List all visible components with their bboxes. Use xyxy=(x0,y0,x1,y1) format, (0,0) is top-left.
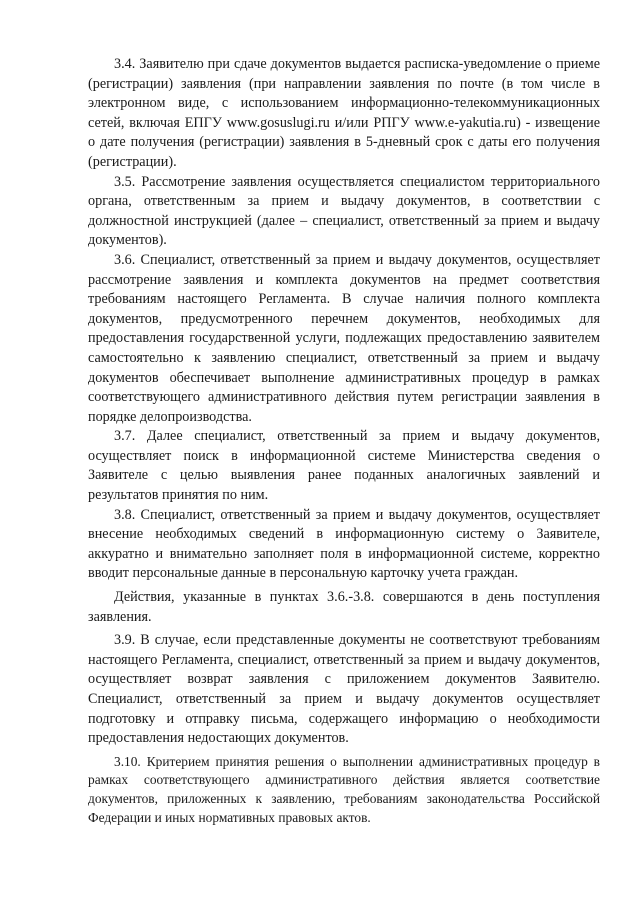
paragraph-3-9: 3.9. В случае, если представленные документы не соответствуют требованиям настоящего Регламента, специалист, ответственный за прием и выдачу документов, осуществляет возврат заявления с приложением документов Заявителю. Специалист, ответственный за прием и выдачу документов осуществляет подготовку и отправку письма, содержащего информацию о необходимости предоставления недостающих документов. xyxy=(88,632,600,747)
paragraph-3-10: 3.10. Критерием принятия решения о выполнении административных процедур в рамках соответствующего административного действия является соответствие документов, приложенных к заявлению, требованиям законодательства Российской Федерации и иных нормативных правовых актов. xyxy=(88,753,600,825)
paragraph-3-4: 3.4. Заявителю при сдаче документов выдается расписка-уведомление о приеме (регистрации) заявления (при направлении заявления по почте (в том числе в электронном виде, с использованием информационно-телекоммуникационных сетей, включая ЕПГУ www.gosuslugi.ru и/или РПГУ www.e-yakutia.ru) - извещение о дате получения (регистрации) заявления в 5-дневный срок с даты его получения (регистрации). xyxy=(88,56,600,170)
paragraph-3-7: 3.7. Далее специалист, ответственный за прием и выдачу документов, осуществляет поиск в информационной системе Министерства сведения о Заявителе с целью выявления ранее поданных аналогичных заявлений и результатов принятия по ним. xyxy=(88,428,600,504)
paragraph-3-6: 3.6. Специалист, ответственный за прием и выдачу документов, осуществляет рассмотрение заявления и комплекта документов на предмет соответствия требованиям настоящего Регламента. В случае наличия полного комплекта документов, предусмотренного перечнем документов, необходимых для предоставления государственной услуги, подлежащих предоставлению заявителем самостоятельно к заявлению специалист, ответственный за прием и выдачу документов обеспечивает выполнение административных процедур в рамках соответствующего административного действия путем регистрации заявления в порядке делопроизводства. xyxy=(88,251,600,425)
paragraph-3-8: 3.8. Специалист, ответственный за прием и выдачу документов, осуществляет внесение необходимых сведений в информационную систему о Заявителе, аккуратно и внимательно заполняет поля в информационной системе, корректно вводит персональные данные в персональную карточку учета граждан. xyxy=(88,506,600,582)
paragraph-actions-note: Действия, указанные в пунктах 3.6.-3.8. совершаются в день поступления заявления. xyxy=(88,589,600,625)
paragraph-3-5: 3.5. Рассмотрение заявления осуществляется специалистом территориального органа, ответственным за прием и выдачу документов, в соответствии с должностной инструкцией (далее – специалист, ответственный за прием и выдачу документов). xyxy=(88,173,600,249)
